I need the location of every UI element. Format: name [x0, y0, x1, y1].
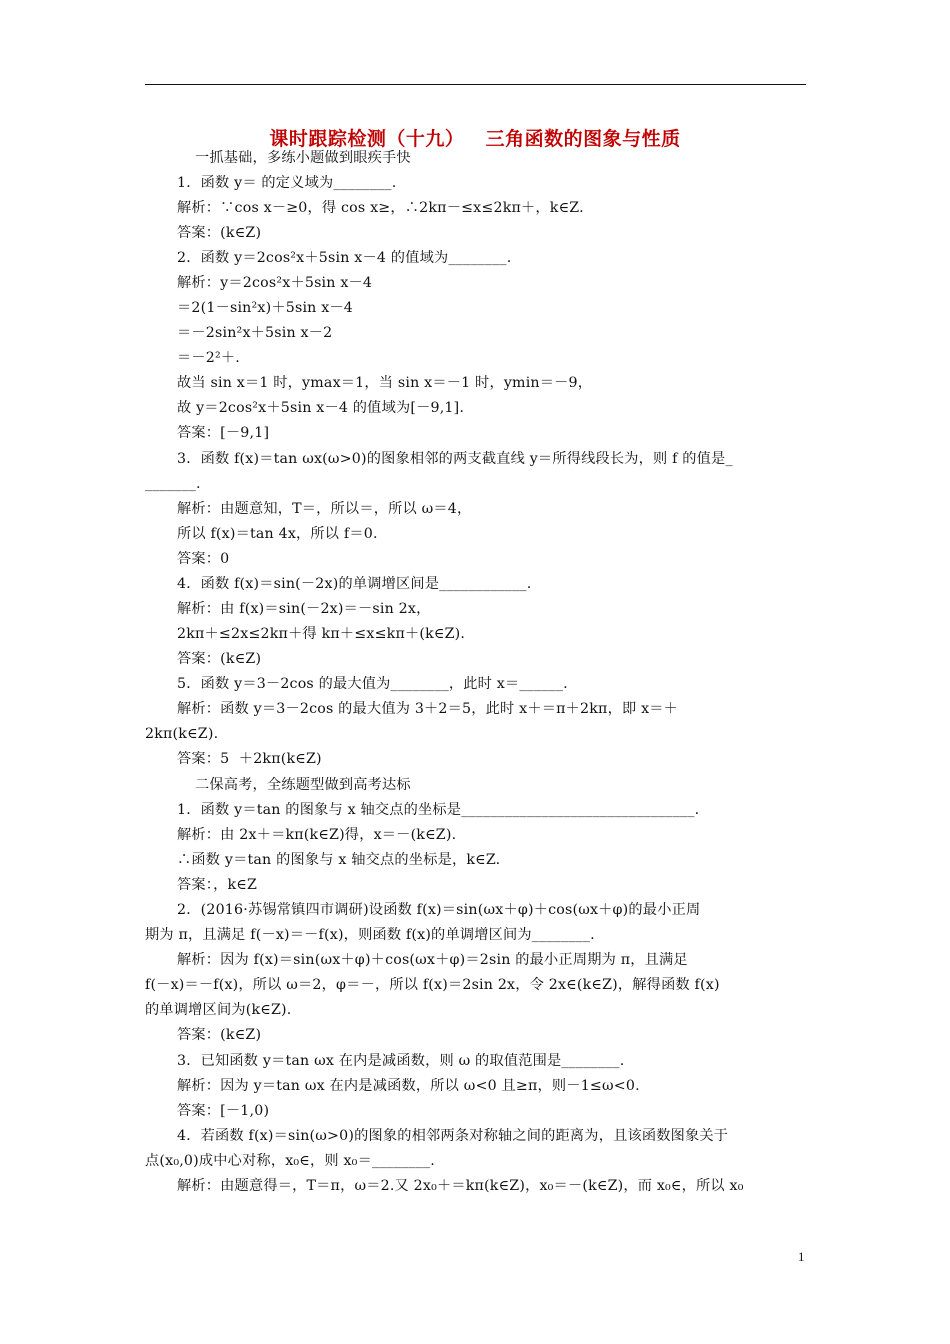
text-line: 答案：0	[177, 551, 230, 567]
text-line: 解析：因为 f(x)＝sin(ωx＋φ)＋cos(ωx＋φ)＝2sin 的最小正周期为 π，且满足	[177, 952, 688, 968]
text-line: 答案：(k∈Z)	[177, 225, 262, 241]
text-line: 2kπ(k∈Z).	[145, 726, 219, 742]
text-line: 1．函数 y＝ 的定义域为________.	[177, 175, 397, 191]
text-line: 故当 sin x＝1 时，ymax＝1，当 sin x＝－1 时，ymin＝－9，	[177, 375, 593, 391]
text-line: 解析：∵cos x－≥0，得 cos x≥，∴2kπ－≤x≤2kπ＋，k∈Z.	[177, 200, 584, 216]
text-line: 4．函数 f(x)＝sin(－2x)的单调增区间是____________.	[177, 576, 532, 592]
header-rule	[145, 84, 806, 85]
text-line: 解析：由题意知，T＝，所以＝，所以 ω＝4，	[177, 501, 472, 517]
text-line: 答案：，k∈Z	[177, 877, 258, 893]
text-line: 3．已知函数 y＝tan ωx 在内是减函数，则 ω 的取值范围是________.	[177, 1053, 625, 1069]
text-line: ＝－2sin²x＋5sin x－2	[177, 325, 333, 341]
text-line: 点(x₀,0)成中心对称，x₀∈，则 x₀＝________.	[145, 1153, 436, 1169]
text-line: 5．函数 y＝3－2cos 的最大值为________，此时 x＝______.	[177, 676, 568, 692]
text-line: f(－x)＝－f(x)，所以 ω＝2，φ＝－，所以 f(x)＝2sin 2x，令 2x∈(k∈Z)，解得函数 f(x)	[145, 977, 720, 993]
text-line: 解析：因为 y＝tan ωx 在内是减函数，所以 ω<0 且≥π，则－1≤ω<0.	[177, 1078, 640, 1094]
page-title: 课时跟踪检测（十九） 三角函数的图象与性质	[269, 128, 681, 150]
text-line: 答案：(k∈Z)	[177, 651, 262, 667]
text-line: 故 y＝2cos²x＋5sin x－4 的值域为[－9,1].	[177, 400, 465, 416]
text-line: 4．若函数 f(x)＝sin(ω>0)的图象的相邻两条对称轴之间的距离为，且该函数图象关于	[177, 1128, 729, 1144]
text-line: _______.	[145, 476, 201, 492]
page-number: 1	[798, 1249, 805, 1264]
section-heading-1: 一抓基础，多练小题做到眼疾手快	[195, 150, 411, 166]
text-line: 解析：由题意得＝，T＝π，ω＝2.又 2x₀＋＝kπ(k∈Z)，x₀＝－(k∈Z)，而 x₀∈，所以 x₀	[177, 1178, 744, 1194]
text-line: 答案：(k∈Z)	[177, 1027, 262, 1043]
section-heading-2: 二保高考，全练题型做到高考达标	[195, 777, 411, 793]
text-line: 答案：[－1,0)	[177, 1103, 270, 1119]
text-line: 2kπ＋≤2x≤2kπ＋得 kπ＋≤x≤kπ＋(k∈Z).	[177, 626, 466, 642]
text-line: 答案：5 ＋2kπ(k∈Z)	[177, 751, 322, 767]
text-line: 解析：y＝2cos²x＋5sin x－4	[177, 275, 373, 291]
text-line: ∴函数 y＝tan 的图象与 x 轴交点的坐标是，k∈Z.	[177, 852, 501, 868]
text-line: 1．函数 y＝tan 的图象与 x 轴交点的坐标是________________________________.	[177, 802, 700, 818]
text-line: 的单调增区间为(k∈Z).	[145, 1002, 292, 1018]
text-line: 期为 π，且满足 f(－x)＝－f(x)，则函数 f(x)的单调增区间为________.	[145, 927, 595, 943]
text-line: 解析：由 f(x)＝sin(－2x)＝－sin 2x，	[177, 601, 431, 617]
text-line: 2．(2016·苏锡常镇四市调研)设函数 f(x)＝sin(ωx＋φ)＋cos(ωx＋φ)的最小正周	[177, 902, 701, 918]
text-line: 3．函数 f(x)＝tan ωx(ω>0)的图象相邻的两支截直线 y＝所得线段长为，则 f 的值是_	[177, 451, 733, 467]
text-line: 解析：由 2x＋＝kπ(k∈Z)得，x＝－(k∈Z).	[177, 827, 457, 843]
text-line: ＝－2²＋.	[177, 350, 240, 366]
text-line: ＝2(1－sin²x)＋5sin x－4	[177, 300, 354, 316]
text-line: 答案：[－9,1]	[177, 425, 270, 441]
text-line: 所以 f(x)＝tan 4x，所以 f＝0.	[177, 526, 378, 542]
text-line: 2．函数 y＝2cos²x＋5sin x－4 的值域为________.	[177, 250, 512, 266]
text-line: 解析：函数 y＝3－2cos 的最大值为 3＋2＝5，此时 x＋＝π＋2kπ，即 x＝＋	[177, 701, 679, 717]
